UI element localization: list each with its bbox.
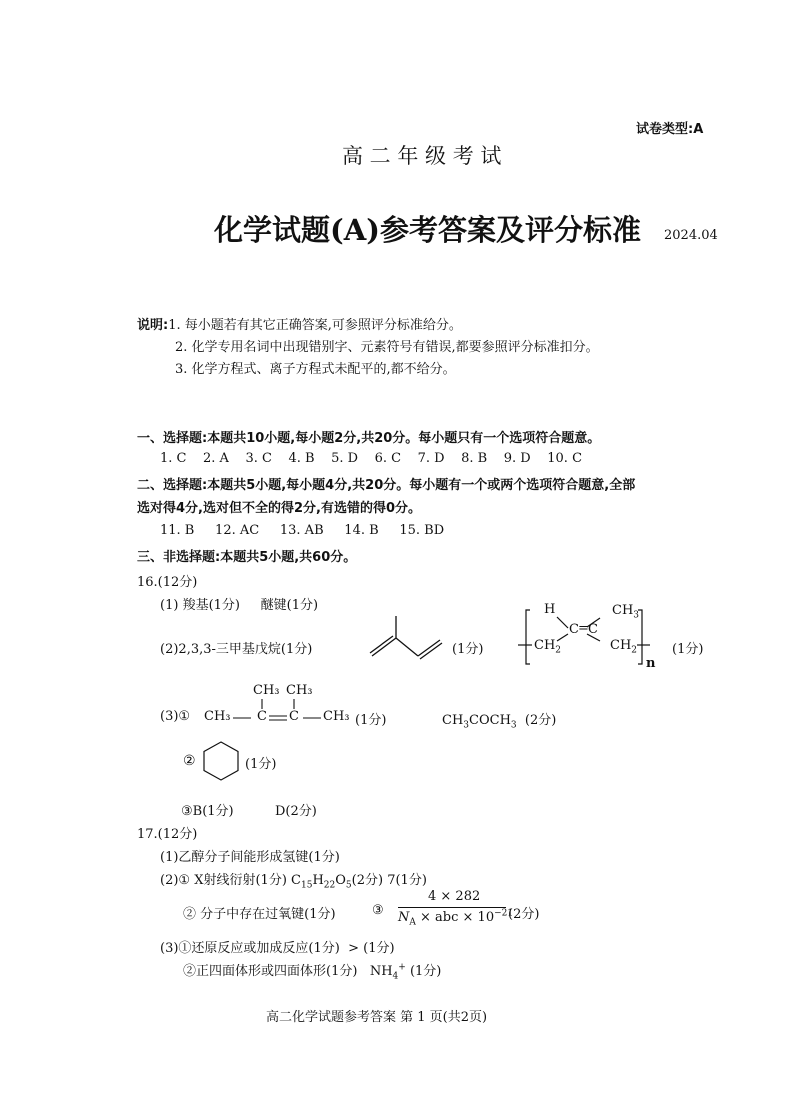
acetone-formula (442, 709, 557, 731)
alkene-ch3-top-2: CH₃ (286, 683, 313, 698)
answer-1: 1. C (160, 451, 187, 466)
q17-part3-line1 (160, 937, 395, 956)
q17-p3-b-score: (1分) (409, 964, 442, 979)
answer-11: 11. B (160, 523, 195, 538)
answer-8: 8. B (461, 451, 488, 466)
answer-9: 9. D (503, 451, 531, 466)
section2-heading-1: 二、选择题:本题共5小题,每小题4分,共20分。每小题有一个或两个选项符合题意,全部 (137, 478, 636, 493)
date: 2024.04 (664, 228, 718, 243)
poly-c2: C (588, 622, 598, 637)
q17-p2-label: (2)① (160, 873, 191, 888)
q17-p2-c-label: ③ (372, 903, 384, 918)
notes-label: 说明: (137, 318, 169, 333)
ammonium-sub: 4 (392, 971, 399, 982)
q17-p2-a-score: (2分) (351, 873, 384, 888)
q16-p3-3-a: ③B(1分) (181, 804, 234, 819)
formula-h: H (312, 873, 324, 888)
fraction-den-rest: × abc × 10 (415, 910, 495, 925)
alkene-ch3-right: CH₃ (323, 709, 350, 724)
q17-p2-a-tail: 7(1分) (387, 873, 427, 888)
alkene-ch3-top-1: CH₃ (253, 683, 280, 698)
q16-part2 (160, 638, 312, 657)
answer-4: 4. B (288, 451, 315, 466)
acetone-sub1: 3 (463, 720, 470, 731)
q16-p3-label: (3)① (160, 709, 191, 724)
q16-p1-label: (1) (160, 598, 179, 613)
isoprene-structure (368, 612, 448, 664)
q16-part1 (160, 594, 318, 613)
page-footer: 高二化学试题参考答案 第 1 页(共2页) (266, 1010, 488, 1025)
q16-p2-label: (2) (160, 642, 179, 657)
section1-heading: 一、选择题:本题共10小题,每小题2分,共20分。每小题只有一个选项符合题意。 (137, 431, 601, 446)
alkene-c1: C (257, 709, 267, 724)
q17-molecular-formula (291, 873, 352, 891)
section1-answers (160, 451, 582, 466)
poly-ch2-right (610, 638, 638, 656)
fraction-den-sub: A (409, 917, 416, 928)
q17-part2-line1 (160, 869, 427, 891)
fraction-den-sup: −21 (494, 908, 514, 919)
poly-ch2b-sub: 2 (631, 645, 638, 656)
alkene-ch3-left: CH₃ (204, 709, 231, 724)
q17-title: 17.(12分) (137, 827, 198, 842)
q16-p3-3-b: D(2分) (274, 804, 317, 819)
fraction-bar (398, 907, 506, 908)
formula-c: C (291, 873, 301, 888)
section2-heading-2: 选对得4分,选对但不全的得2分,有选错的得0分。 (137, 501, 422, 516)
formula-o-sub: 5 (345, 880, 352, 891)
main-title: 化学试题(A)参考答案及评分标准 (214, 213, 641, 247)
poly-ch2a-sub: 2 (555, 645, 562, 656)
fraction-denominator (398, 908, 514, 928)
acetone-part1: CH (442, 713, 464, 728)
q16-title: 16.(12分) (137, 575, 198, 590)
q16-p3-score1: (1分) (355, 713, 387, 728)
answer-15: 15. BD (399, 523, 445, 538)
exam-name: 高 二 年 级 考 试 (342, 144, 502, 168)
acetone-part2: COCH (469, 713, 511, 728)
q17-p2-a: X射线衍射(1分) (194, 873, 287, 888)
answer-13: 13. AB (279, 523, 324, 538)
answer-2: 2. A (203, 451, 229, 466)
alkene-c2: C (289, 709, 299, 724)
answer-14: 14. B (344, 523, 379, 538)
poly-ch3-text: CH (612, 603, 634, 618)
ammonium-text: NH (369, 964, 393, 979)
density-fraction (388, 889, 514, 929)
poly-ch3 (612, 603, 640, 621)
formula-c-sub: 15 (300, 880, 313, 891)
q16-p1-b: 醚键(1分) (260, 598, 319, 613)
q16-p1-a: 羧基(1分) (182, 598, 240, 613)
section3-heading: 三、非选择题:本题共5小题,共60分。 (137, 550, 357, 565)
poly-n: n (646, 656, 656, 671)
acetone-sub2: 3 (510, 720, 517, 731)
note-item-2: 2. 化学专用名词中出现错别字、元素符号有错误,都要参照评分标准扣分。 (175, 340, 599, 355)
ammonium-ion (369, 962, 406, 982)
tetramethylethylene-structure (203, 682, 353, 728)
poly-ch2b-text: CH (610, 638, 632, 653)
fraction-numerator: 4 × 282 (428, 889, 481, 904)
q16-p3-3 (181, 800, 317, 819)
q17-p2-b-label: ② (183, 907, 197, 922)
q16-p2-score2: (1分) (672, 642, 704, 657)
q17-p3-a: 还原反应或加成反应(1分) (191, 941, 340, 956)
q17-part3-line2 (183, 960, 442, 982)
q17-p3-label: (3)① (160, 941, 192, 956)
q17-part2-line2 (183, 903, 336, 922)
poly-h: H (544, 602, 556, 617)
q16-p3-2-score: (1分) (245, 757, 277, 772)
note-item-1: 1. 每小题若有其它正确答案,可参照评分标准给分。 (168, 318, 462, 333)
q17-p2-c-score: (2分) (508, 907, 540, 922)
formula-o: O (335, 873, 346, 888)
q17-part1: (1)乙醇分子间能形成氢键(1分) (160, 850, 340, 865)
poly-ch2-left (534, 638, 562, 656)
answer-7: 7. D (417, 451, 445, 466)
q16-p2-name: 2,3,3-三甲基戊烷(1分) (178, 642, 313, 657)
q16-p3-2-label: ② (183, 753, 196, 769)
answer-12: 12. AC (215, 523, 260, 538)
poly-c1: C (569, 622, 579, 637)
q17-p3-b: ②正四面体形或四面体形(1分) (183, 964, 358, 979)
poly-ch3-sub: 3 (633, 610, 640, 621)
fraction-den-n: N (398, 910, 410, 925)
ammonium-sup: + (398, 962, 406, 973)
polymer-structure (514, 600, 664, 672)
q17-p2-b: 分子中存在过氧键(1分) (200, 907, 336, 922)
paper-type: 试卷类型:A (636, 122, 704, 137)
formula-h-sub: 22 (323, 880, 336, 891)
answer-10: 10. C (547, 451, 583, 466)
notes-line-1 (137, 314, 462, 333)
poly-ch2a-text: CH (534, 638, 556, 653)
section2-answers (160, 523, 444, 538)
q16-p3-score2: (2分) (524, 713, 557, 728)
cyclohexane-structure (201, 740, 241, 782)
note-item-3: 3. 化学方程式、离子方程式未配平的,都不给分。 (175, 362, 456, 377)
answer-3: 3. C (245, 451, 272, 466)
q17-p3-a-b: > (1分) (348, 941, 395, 956)
q16-p2-score1: (1分) (452, 642, 484, 657)
answer-6: 6. C (374, 451, 402, 466)
answer-5: 5. D (331, 451, 359, 466)
poly-double-bond: = (578, 621, 589, 636)
